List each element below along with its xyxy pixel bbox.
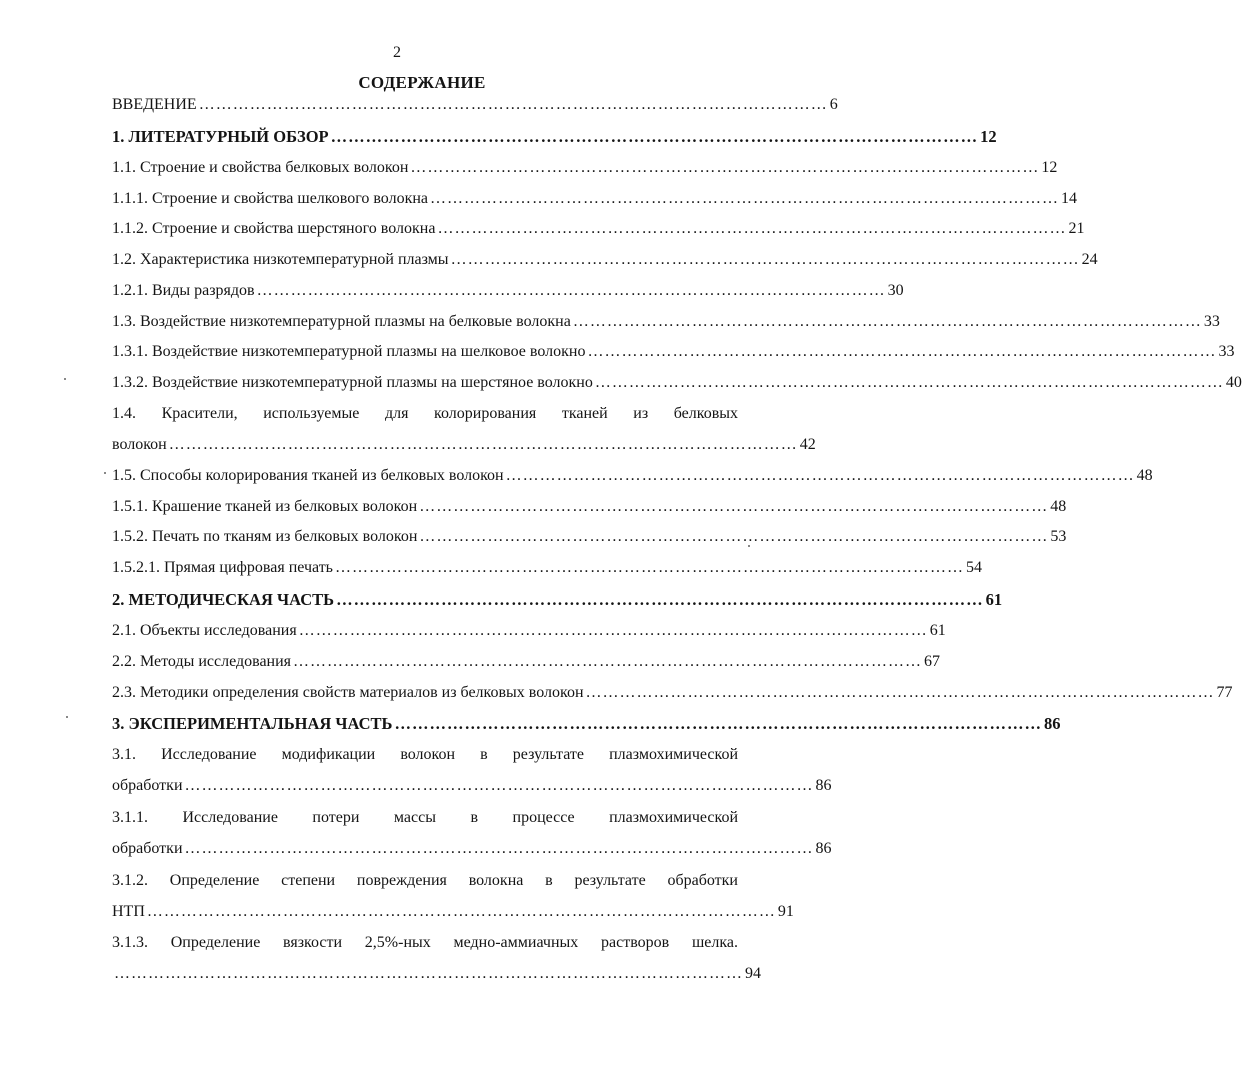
toc-entry-text: 2.1. Объекты исследования bbox=[112, 622, 297, 639]
dot-leader: ………………………………………………………………………………………………… bbox=[587, 343, 1217, 360]
toc-entry-text: 1.1.1. Строение и свойства шелкового волокна bbox=[112, 190, 429, 207]
toc-entry bbox=[112, 250, 1098, 270]
dot-leader: ………………………………………………………………………………………………… bbox=[114, 965, 743, 982]
toc-title: СОДЕРЖАНИЕ bbox=[358, 73, 486, 92]
toc-entry-page: 91 bbox=[777, 903, 794, 920]
toc-entry-text: 1.2. Характеристика низкотемпературной плазмы bbox=[112, 251, 449, 268]
toc-entry bbox=[112, 435, 816, 455]
dot-leader: ………………………………………………………………………………………………… bbox=[594, 374, 1224, 391]
toc-entry-page: 14 bbox=[1061, 190, 1078, 207]
toc-entry bbox=[112, 558, 982, 578]
toc-entry bbox=[112, 373, 1242, 393]
toc-entry bbox=[112, 776, 832, 796]
toc-entry bbox=[112, 219, 1085, 239]
toc-entry-page: 86 bbox=[1043, 714, 1061, 733]
toc-entry bbox=[112, 158, 1058, 178]
toc-entry-text: 1.5.2.1. Прямая цифровая печать bbox=[112, 559, 333, 576]
dot-leader: ………………………………………………………………………………………………… bbox=[184, 840, 814, 857]
toc-entry-page: 48 bbox=[1050, 498, 1067, 515]
toc-entry bbox=[112, 683, 1233, 703]
dot-leader: ………………………………………………………………………………………………… bbox=[298, 622, 928, 639]
toc-entry-page: 86 bbox=[815, 777, 832, 794]
toc-entry-text: 1.2.1. Виды разрядов bbox=[112, 282, 255, 299]
toc-entry-text: 1.5.2. Печать по тканям из белковых волокон bbox=[112, 528, 418, 545]
toc-entry bbox=[112, 466, 1153, 486]
dot-leader: ………………………………………………………………………………………………… bbox=[336, 590, 984, 609]
toc-entry bbox=[112, 497, 1067, 517]
toc-entry bbox=[112, 189, 1078, 209]
toc-entry-page: 12 bbox=[1041, 159, 1058, 176]
toc-entry bbox=[112, 527, 1067, 547]
toc-entry-page: 30 bbox=[887, 282, 904, 299]
toc-entry-text: НТП bbox=[112, 903, 145, 920]
scan-speck bbox=[66, 716, 68, 718]
toc-entry-page: 77 bbox=[1216, 684, 1233, 701]
toc-entry-page: 33 bbox=[1203, 313, 1220, 330]
toc-entry-text: обработки bbox=[112, 840, 183, 857]
toc-entry-wrapped-line: 1.4. Красители, используемые для колорирования тканей из белковых bbox=[112, 405, 738, 422]
toc-entry-text: 1. ЛИТЕРАТУРНЫЙ ОБЗОР bbox=[112, 127, 329, 146]
toc-entry-text: 1.3.1. Воздействие низкотемпературной плазмы на шелковое волокно bbox=[112, 343, 586, 360]
toc-entry-text: 2.3. Методики определения свойств материалов из белковых волокон bbox=[112, 684, 584, 701]
toc-entry-text: волокон bbox=[112, 436, 167, 453]
toc-entry-wrapped-line: 3.1.2. Определение степени повреждения волокна в результате обработки bbox=[112, 872, 738, 889]
dot-leader: ………………………………………………………………………………………………… bbox=[334, 559, 964, 576]
toc-entry-page: 67 bbox=[924, 653, 941, 670]
toc-entry-page: 54 bbox=[965, 559, 982, 576]
toc-entry-text: 1.3. Воздействие низкотемпературной плазмы на белковые волокна bbox=[112, 313, 571, 330]
toc-entry-wrapped-line: 3.1. Исследование модификации волокон в результате плазмохимической bbox=[112, 746, 738, 763]
dot-leader: ………………………………………………………………………………………………… bbox=[572, 313, 1202, 330]
toc-entry bbox=[112, 95, 838, 115]
toc-entry-page: 33 bbox=[1218, 343, 1235, 360]
toc-entry-page: 61 bbox=[929, 622, 946, 639]
dot-leader: ………………………………………………………………………………………………… bbox=[293, 653, 923, 670]
toc-entry-page: 94 bbox=[745, 965, 761, 982]
toc-entry-text: ВВЕДЕНИЕ bbox=[112, 96, 197, 113]
dot-leader: ………………………………………………………………………………………………… bbox=[168, 436, 798, 453]
toc-entry bbox=[112, 342, 1235, 362]
toc-entry-page: 21 bbox=[1068, 220, 1085, 237]
dot-leader: ………………………………………………………………………………………………… bbox=[430, 190, 1060, 207]
toc-entry bbox=[112, 839, 832, 859]
toc-entry bbox=[112, 127, 997, 147]
toc-entry-wrapped-line: 3.1.3. Определение вязкости 2,5%-ных медно-аммиачных растворов шелка. bbox=[112, 934, 738, 951]
toc-entry-text: 1.1.2. Строение и свойства шерстяного волокна bbox=[112, 220, 436, 237]
toc-entry bbox=[112, 590, 1003, 610]
toc-entry bbox=[112, 652, 941, 672]
dot-leader: ………………………………………………………………………………………………… bbox=[394, 714, 1042, 733]
dot-leader: ………………………………………………………………………………………………… bbox=[198, 96, 828, 113]
toc-entry-page: 24 bbox=[1081, 251, 1098, 268]
toc-entry-text: 1.1. Строение и свойства белковых волокон bbox=[112, 159, 409, 176]
toc-entry-text: 1.3.2. Воздействие низкотемпературной плазмы на шерстяное волокно bbox=[112, 374, 593, 391]
toc-entry bbox=[112, 312, 1220, 332]
dot-leader: ………………………………………………………………………………………………… bbox=[450, 251, 1080, 268]
scan-speck bbox=[104, 472, 106, 474]
dot-leader: ………………………………………………………………………………………………… bbox=[419, 498, 1049, 515]
dot-leader: ………………………………………………………………………………………………… bbox=[437, 220, 1067, 237]
dot-leader: ………………………………………………………………………………………………… bbox=[184, 777, 814, 794]
toc-entry-text: 1.5.1. Крашение тканей из белковых волокон bbox=[112, 498, 418, 515]
scan-speck bbox=[748, 545, 750, 547]
dot-leader: ………………………………………………………………………………………………… bbox=[256, 282, 886, 299]
toc-entry-page: 61 bbox=[985, 590, 1003, 609]
dot-leader: ………………………………………………………………………………………………… bbox=[419, 528, 1049, 545]
dot-leader: ………………………………………………………………………………………………… bbox=[505, 467, 1135, 484]
dot-leader: ………………………………………………………………………………………………… bbox=[585, 684, 1215, 701]
toc-entry bbox=[112, 714, 1061, 734]
dot-leader: ………………………………………………………………………………………………… bbox=[410, 159, 1040, 176]
toc-entry-wrapped-line: 3.1.1. Исследование потери массы в процессе плазмохимической bbox=[112, 809, 738, 826]
toc-entry-text: обработки bbox=[112, 777, 183, 794]
page-number: 2 bbox=[393, 44, 401, 61]
toc-entry-page: 6 bbox=[829, 96, 838, 113]
toc-entry bbox=[112, 281, 904, 301]
toc-entry-page: 48 bbox=[1136, 467, 1153, 484]
toc-entry-page: 42 bbox=[799, 436, 816, 453]
toc-entry bbox=[112, 621, 946, 641]
dot-leader: ………………………………………………………………………………………………… bbox=[146, 903, 776, 920]
toc-entry bbox=[112, 964, 761, 984]
toc-entry-page: 86 bbox=[815, 840, 832, 857]
toc-entry-page: 53 bbox=[1050, 528, 1067, 545]
scan-speck bbox=[64, 378, 66, 380]
toc-entry-text: 1.5. Способы колорирования тканей из белковых волокон bbox=[112, 467, 504, 484]
toc-entry-text: 3. ЭКСПЕРИМЕНТАЛЬНАЯ ЧАСТЬ bbox=[112, 714, 393, 733]
dot-leader: ………………………………………………………………………………………………… bbox=[330, 127, 979, 146]
toc-entry-text: 2.2. Методы исследования bbox=[112, 653, 292, 670]
toc-entry-page: 12 bbox=[980, 127, 997, 146]
toc-entry bbox=[112, 902, 794, 922]
toc-entry-text: 2. МЕТОДИЧЕСКАЯ ЧАСТЬ bbox=[112, 590, 335, 609]
toc-entry-page: 40 bbox=[1225, 374, 1242, 391]
